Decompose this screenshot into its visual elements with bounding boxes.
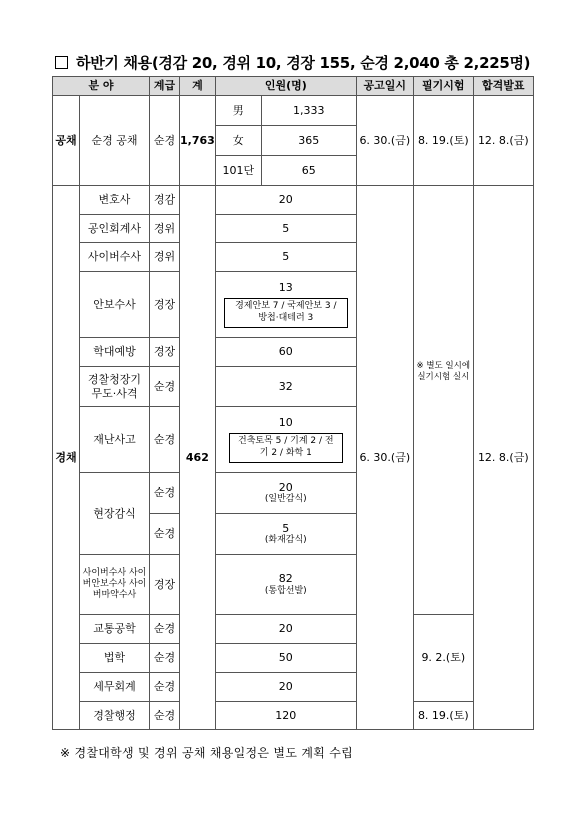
total-cell: 462 xyxy=(180,186,216,730)
total-cell: 1,763 xyxy=(180,96,216,186)
table-row xyxy=(53,186,534,215)
field-cell: 변호사 xyxy=(80,186,150,215)
field-cell: 법학 xyxy=(80,644,150,673)
field-cell xyxy=(80,555,150,615)
header-people: 인원(명) xyxy=(215,77,356,96)
field-cell: 교통공학 xyxy=(80,615,150,644)
table-row xyxy=(53,96,534,126)
category-gyeongchae: 경채 xyxy=(53,186,80,730)
breakdown-box: 건축토목 5 / 기계 2 / 전기 2 / 화학 1 xyxy=(229,433,343,462)
count-sub: (화재감식) xyxy=(264,535,307,546)
field-text: 사이버수사 사이버안보수사 사이버마약수사 xyxy=(82,567,147,601)
sub-label: 101단 xyxy=(215,156,261,186)
checkbox-icon xyxy=(55,56,68,69)
count-value: 10 xyxy=(278,416,293,430)
grade-cell: 순경 xyxy=(150,644,180,673)
count-cell: 120 xyxy=(215,702,356,730)
field-cell: 사이버수사 xyxy=(80,243,150,272)
field-text: 경찰청장기 무도·사격 xyxy=(87,372,142,400)
grade-cell: 순경 xyxy=(150,702,180,730)
sub-label: 女 xyxy=(215,126,261,156)
sub-label: 男 xyxy=(215,96,261,126)
header-row xyxy=(53,77,534,96)
grade-cell: 순경 xyxy=(150,615,180,644)
title-detail: (경감 20, 경위 10, 경장 155, 순경 2,040 총 2,225명) xyxy=(151,54,531,72)
header-result: 합격발표 xyxy=(473,77,533,96)
count-cell xyxy=(215,407,356,473)
header-notice: 공고일시 xyxy=(356,77,413,96)
field-cell: 세무회계 xyxy=(80,673,150,702)
count-cell xyxy=(215,473,356,514)
count-cell xyxy=(215,272,356,338)
count-cell: 5 xyxy=(215,215,356,243)
recruitment-table xyxy=(52,76,534,730)
title-main: 하반기 채용 xyxy=(76,54,152,72)
header-field: 분 야 xyxy=(53,77,150,96)
count-cell: 60 xyxy=(215,338,356,367)
count-cell: 32 xyxy=(215,367,356,407)
grade-cell: 순경 xyxy=(150,673,180,702)
grade-cell: 경장 xyxy=(150,338,180,367)
count-cell xyxy=(215,514,356,555)
field-cell: 안보수사 xyxy=(80,272,150,338)
grade-cell: 순경 xyxy=(150,514,180,555)
field-cell: 경찰행정 xyxy=(80,702,150,730)
header-grade: 계급 xyxy=(150,77,180,96)
count-cell: 1,333 xyxy=(261,96,356,126)
field-cell: 학대예방 xyxy=(80,338,150,367)
page-title xyxy=(55,52,530,73)
count-cell: 20 xyxy=(215,615,356,644)
header-exam: 필기시험 xyxy=(413,77,473,96)
result-date: 12. 8.(금) xyxy=(473,186,533,730)
breakdown-box: 경제안보 7 / 국제안보 3 / 방첩·대테러 3 xyxy=(224,298,348,327)
count-value: 82 xyxy=(278,572,293,585)
exam-date: 9. 2.(토) xyxy=(413,615,473,702)
notice-date: 6. 30.(금) xyxy=(356,186,413,730)
grade-cell: 경장 xyxy=(150,272,180,338)
table-row xyxy=(53,702,534,730)
count-cell: 50 xyxy=(215,644,356,673)
count-cell xyxy=(215,555,356,615)
count-cell: 20 xyxy=(215,186,356,215)
grade-cell: 순경 xyxy=(150,407,180,473)
exam-date: 8. 19.(토) xyxy=(413,702,473,730)
grade-cell: 경감 xyxy=(150,186,180,215)
count-value: 20 xyxy=(278,480,293,494)
field-cell xyxy=(80,367,150,407)
grade-cell: 순경 xyxy=(150,96,180,186)
count-cell: 365 xyxy=(261,126,356,156)
grade-cell: 경위 xyxy=(150,215,180,243)
count-cell: 65 xyxy=(261,156,356,186)
result-date: 12. 8.(금) xyxy=(473,96,533,186)
table-row xyxy=(53,615,534,644)
count-sub: (일반감식) xyxy=(264,494,307,505)
count-value: 13 xyxy=(278,281,293,295)
field-cell: 공인회계사 xyxy=(80,215,150,243)
footnote: ※ 경찰대학생 및 경위 공채 채용일정은 별도 계획 수립 xyxy=(60,746,354,760)
grade-cell: 순경 xyxy=(150,367,180,407)
grade-cell: 경장 xyxy=(150,555,180,615)
field-cell: 순경 공채 xyxy=(80,96,150,186)
header-total: 계 xyxy=(180,77,216,96)
grade-cell: 순경 xyxy=(150,473,180,514)
grade-cell: 경위 xyxy=(150,243,180,272)
count-cell: 20 xyxy=(215,673,356,702)
field-cell: 현장감식 xyxy=(80,473,150,555)
count-sub: (통합선발) xyxy=(264,585,307,596)
category-gongchae: 공채 xyxy=(53,96,80,186)
field-cell: 재난사고 xyxy=(80,407,150,473)
exam-note: ※ 별도 일시에 실기시험 실시 xyxy=(413,186,473,615)
count-value: 5 xyxy=(282,521,290,535)
notice-date: 6. 30.(금) xyxy=(356,96,413,186)
count-cell: 5 xyxy=(215,243,356,272)
exam-date: 8. 19.(토) xyxy=(413,96,473,186)
